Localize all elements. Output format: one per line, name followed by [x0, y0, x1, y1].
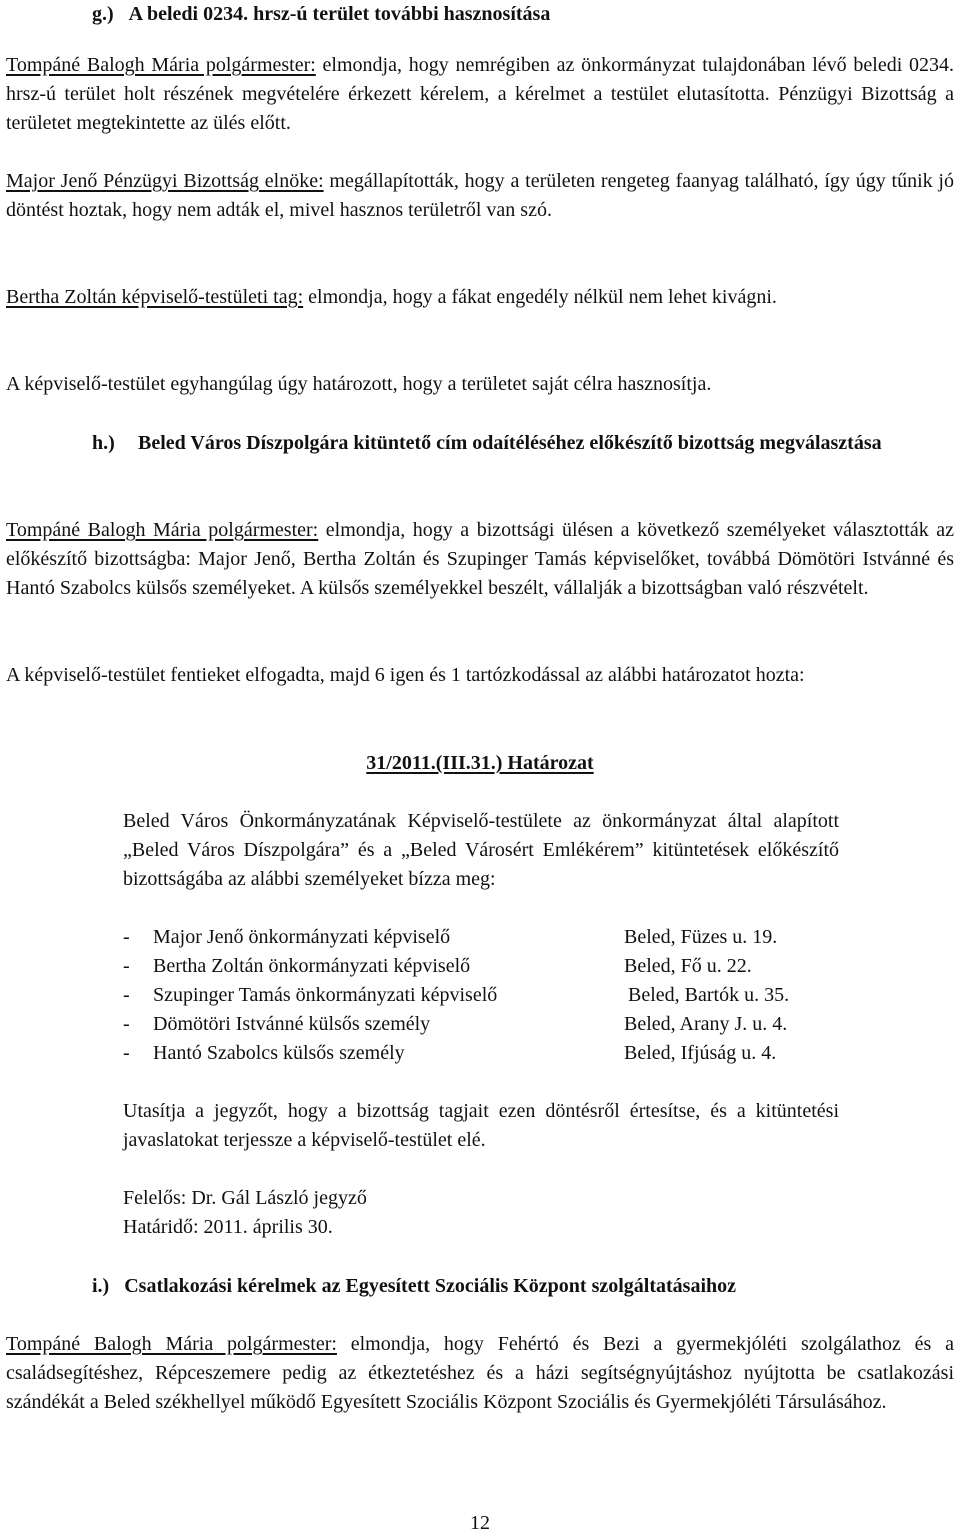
member-address: Beled, Bartók u. 35. — [628, 984, 790, 1006]
speaker-label: Tompáné Balogh Mária polgármester: — [6, 1333, 337, 1355]
member-address: Beled, Ifjúság u. 4. — [624, 1042, 777, 1064]
resolution-intro: Beled Város Önkormányzatának Képviselő-testülete az önkormányzat által alapított „Beled Város Díszpolgára” és a „Beled Városért Emlékérem” kitüntetések előkészítő bizottságába az alábbi személyeket bízza meg: — [123, 810, 839, 890]
section-g-paragraph-2 — [6, 167, 954, 225]
section-h-paragraph-2: A képviselő-testület fentieket elfogadta, majd 6 igen és 1 tartózkodással az alábbi határozatot hozta: — [6, 664, 805, 686]
member-row: - Major Jenő önkormányzati képviselő Beled, Füzes u. 19. — [123, 923, 883, 952]
member-name: Szupinger Tamás önkormányzati képviselő — [153, 984, 498, 1006]
section-h-heading: Beled Város Díszpolgára kitüntető cím odaítéléséhez előkészítő bizottság megválasztása — [138, 432, 882, 454]
section-i-heading: i.) Csatlakozási kérelmek az Egyesített Szociális Központ szolgáltatásaihoz — [92, 1275, 737, 1297]
paragraph-text: elmondja, hogy Fehértó és Bezi a gyermekjóléti szolgálathoz és a családsegítéshez, Répceszemere pedig az étkeztetéshez és a házi segítségnyújtáshoz nyújtotta be csatlakozási szándékát a Beled székhellyel működő Egyesített Szociális Központ Szociális és Gyermekjóléti Társulásához. — [6, 1333, 954, 1413]
section-g-decision: A képviselő-testület egyhangúlag úgy határozott, hogy a területet saját célra hasznosítja. — [6, 373, 712, 395]
member-row: - Szupinger Tamás önkormányzati képviselő Beled, Bartók u. 35. — [123, 981, 883, 1010]
speaker-label: Bertha Zoltán képviselő-testületi tag: — [6, 286, 304, 308]
member-address: Beled, Arany J. u. 4. — [624, 1013, 788, 1035]
section-g-heading: g.) A beledi 0234. hrsz-ú terület további hasznosítása — [92, 3, 551, 25]
member-name: Dömötöri Istvánné külsős személy — [153, 1013, 431, 1035]
paragraph-text: elmondja, hogy a bizottsági ülésen a következő személyeket választották az előkészítő bizottságba: Major Jenő, Bertha Zoltán és Szupinger Tamás képviselőket, továbbá Dömötöri Istvánné és Hantó Szabolcs külsős személyeket. A külsős személyekkel beszélt, vállalják a bizottságban való részvételt. — [6, 519, 954, 599]
resolution-title: 31/2011.(III.31.) Határozat — [366, 752, 594, 774]
section-i-paragraph-1 — [6, 1330, 954, 1417]
member-row: - Bertha Zoltán önkormányzati képviselő Beled, Fő u. 22. — [123, 952, 883, 981]
speaker-label: Major Jenő Pénzügyi Bizottság elnöke: — [6, 170, 324, 192]
paragraph-text: elmondja, hogy nemrégiben az önkormányzat tulajdonában lévő beledi 0234. hrsz-ú terület holt részének megvételére érkezett kérelem, a kérelmet a testület elutasította. Pénzügyi Bizottság a területet megtekintette az ülés előtt. — [6, 54, 955, 134]
speaker-label: Tompáné Balogh Mária polgármester: — [6, 54, 316, 76]
responsible-line: Felelős: Dr. Gál László jegyző — [123, 1187, 367, 1209]
member-address: Beled, Füzes u. 19. — [624, 926, 778, 948]
paragraph-text: megállapították, hogy a területen rengeteg faanyag található, így úgy tűnik jó döntést hoztak, hogy nem adták el, mivel hasznos területről van szó. — [6, 170, 954, 221]
section-h-label: h.) — [92, 432, 115, 454]
member-address: Beled, Fő u. 22. — [624, 955, 752, 977]
section-g-paragraph-1 — [6, 51, 954, 138]
section-g-paragraph-3 — [6, 283, 954, 312]
member-name: Major Jenő önkormányzati képviselő — [153, 926, 451, 948]
paragraph-text: elmondja, hogy a fákat engedély nélkül nem lehet kivágni. — [303, 286, 777, 308]
member-name: Hantó Szabolcs külsős személy — [153, 1042, 405, 1064]
section-h-paragraph-1 — [6, 516, 954, 603]
deadline-line: Határidő: 2011. április 30. — [123, 1216, 333, 1238]
member-row: - Dömötöri Istvánné külsős személy Beled, Arany J. u. 4. — [123, 1010, 883, 1039]
page-number: 12 — [470, 1512, 490, 1534]
resolution-instruction: Utasítja a jegyzőt, hogy a bizottság tagjait ezen döntésről értesítse, és a kitüntetési javaslatokat terjessze a képviselő-testület elé. — [123, 1100, 839, 1151]
speaker-label: Tompáné Balogh Mária polgármester: — [6, 519, 319, 541]
member-row: - Hantó Szabolcs külsős személy Beled, Ifjúság u. 4. — [123, 1039, 883, 1068]
member-name: Bertha Zoltán önkormányzati képviselő — [153, 955, 471, 977]
